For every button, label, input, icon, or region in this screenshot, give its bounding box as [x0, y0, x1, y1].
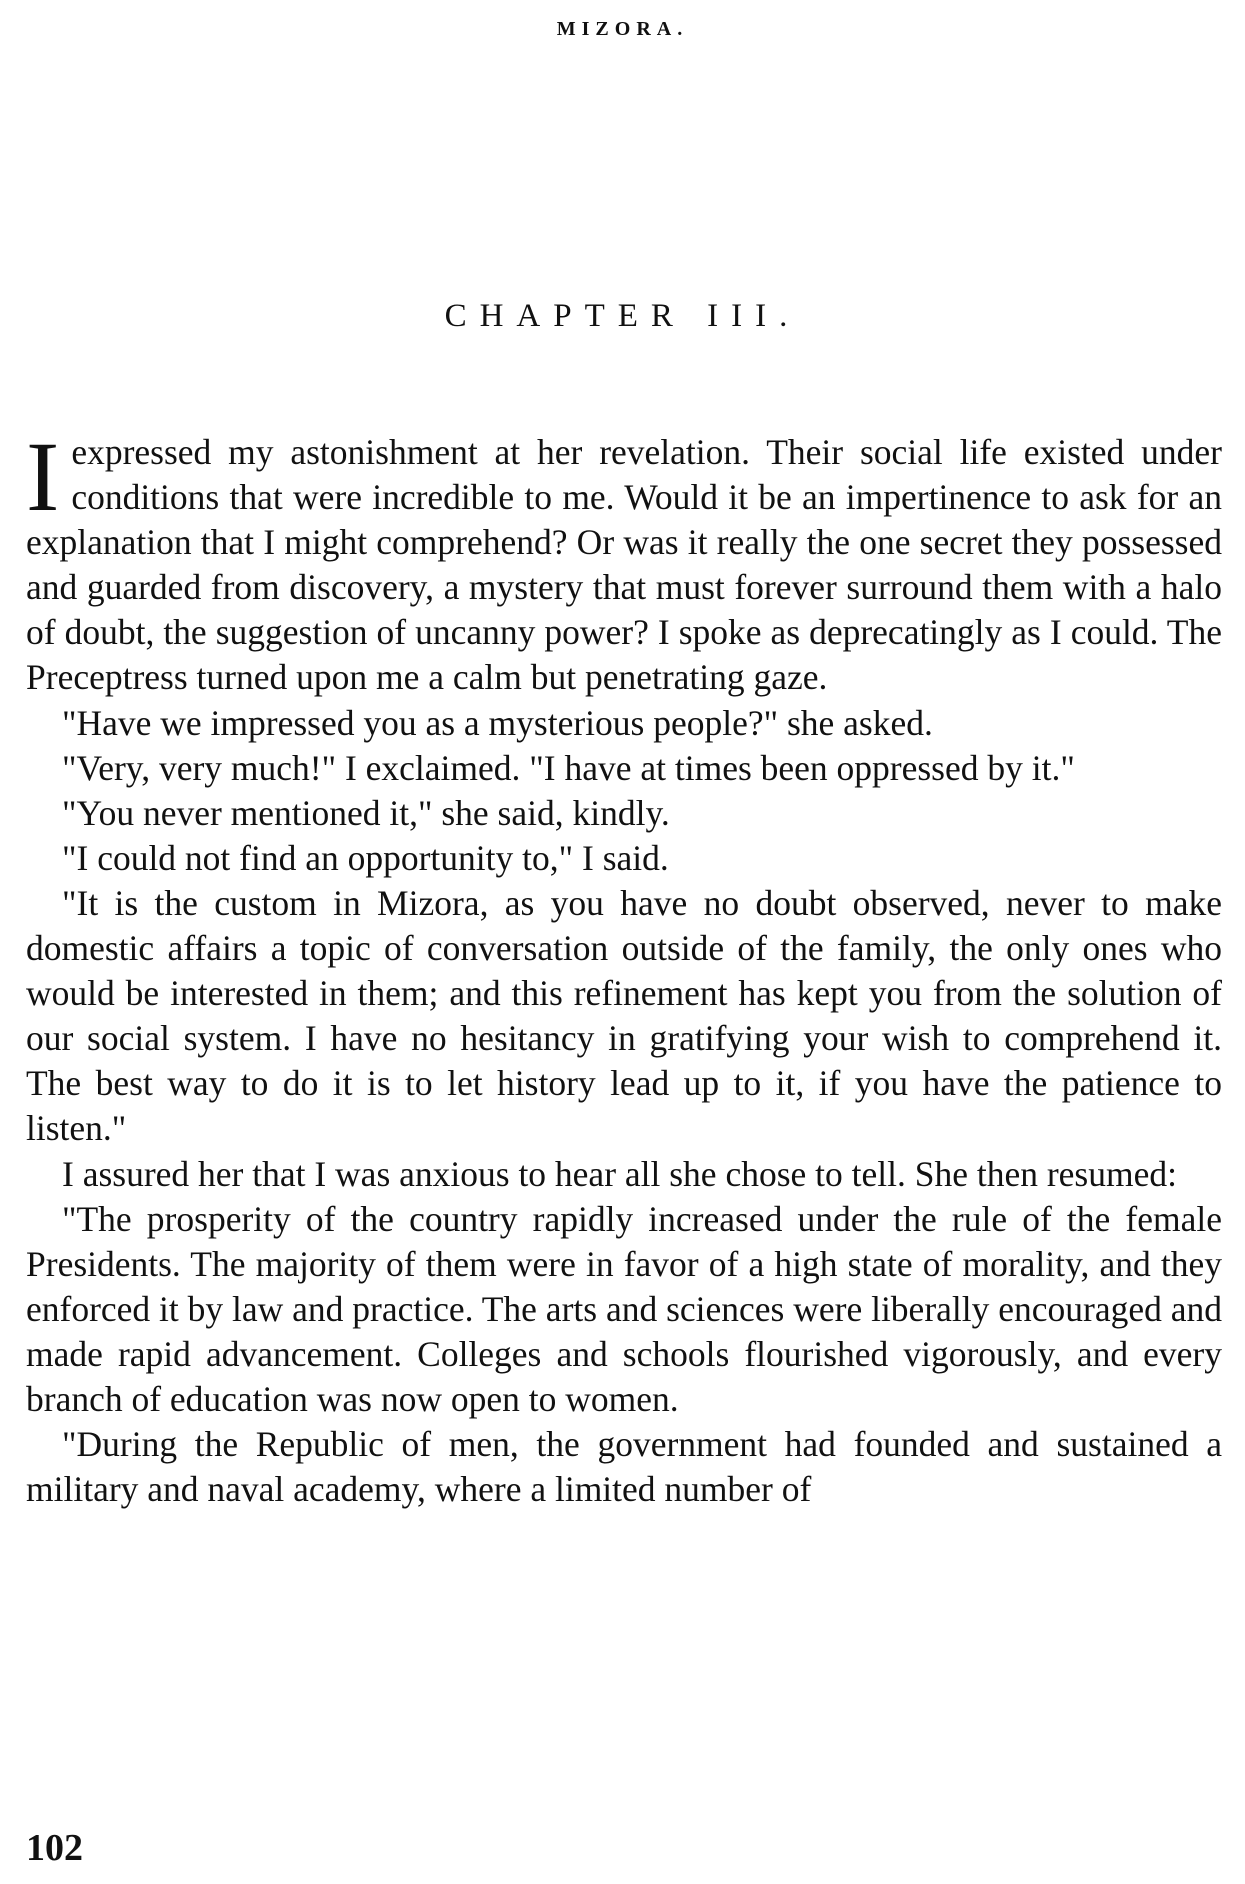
paragraph-2: "Have we impressed you as a mysterious people?" she asked.	[62, 702, 933, 743]
drop-cap: I	[26, 421, 60, 532]
chapter-title: CHAPTER III.	[444, 298, 801, 334]
paragraph-7: I assured her that I was anxious to hear all she chose to tell. She then resumed:	[62, 1153, 1177, 1194]
paragraph-3: "Very, very much!" I exclaimed. "I have at times been oppressed by it."	[62, 747, 1075, 788]
page-number: 102	[26, 1827, 83, 1869]
paragraph-1-text: expressed my astonishment at her revelation. Their social life existed under conditions that were incredible to me. Would it be an impertinence to ask for an explanation that I might comprehend? Or was it really the one secret they possessed and guarded from discovery, a mystery that must forever surround them with a halo of doubt, the suggestion of uncanny power? I spoke as deprecatingly as I could. The Preceptress turned upon me a calm but penetrating gaze.	[26, 432, 1222, 698]
running-head: MIZORA.	[556, 18, 689, 40]
paragraph-4: "You never mentioned it," she said, kindly.	[62, 792, 670, 833]
paragraph-5: "I could not find an opportunity to," I said.	[62, 837, 669, 878]
body-text	[26, 421, 1222, 1512]
paragraph-9: "During the Republic of men, the government had founded and sustained a military and naval academy, where a limited number of	[26, 1424, 1222, 1510]
paragraph-6: "It is the custom in Mizora, as you have no doubt observed, never to make domestic affairs a topic of conversation outside of the family, the only ones who would be interested in them; and this refinement has kept you from the solution of our social system. I have no hesitancy in gratifying your wish to comprehend it. The best way to do it is to let history lead up to it, if you have the patience to listen."	[26, 882, 1222, 1149]
paragraph-1	[26, 421, 1222, 701]
paragraph-8: "The prosperity of the country rapidly increased under the rule of the female Presidents. The majority of them were in favor of a high state of morality, and they enforced it by law and practice. The arts and sciences were liberally encouraged and made rapid advancement. Colleges and schools flourished vigorously, and every branch of education was now open to women.	[26, 1198, 1222, 1419]
